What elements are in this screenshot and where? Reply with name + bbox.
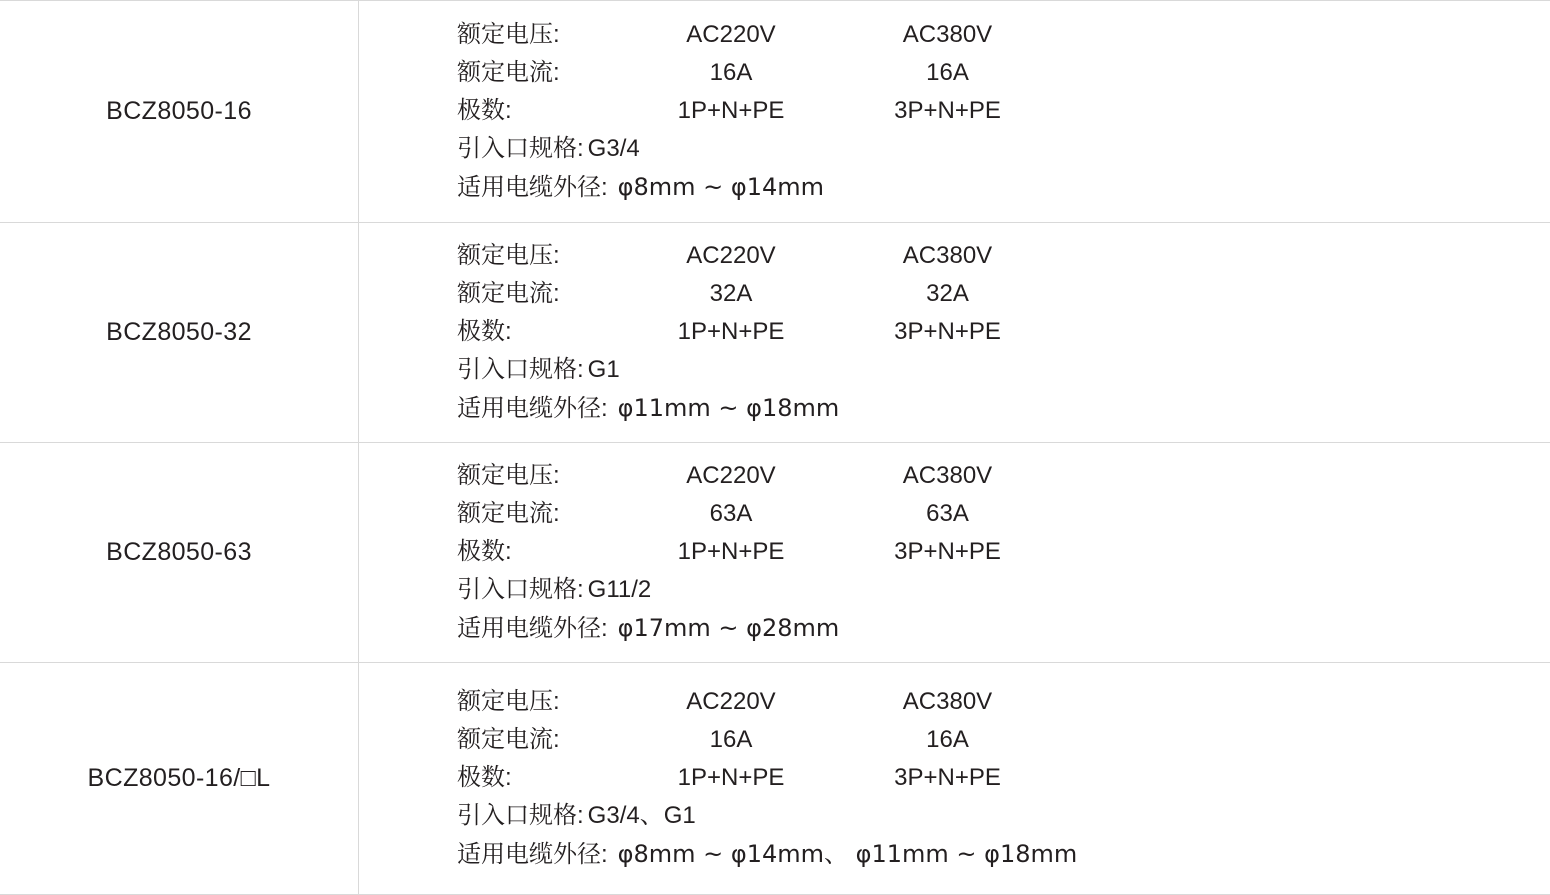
label-rated-voltage: 额定电压: xyxy=(457,16,622,54)
value-rated-current-2: 63A xyxy=(840,495,1055,533)
table-row xyxy=(0,443,1550,663)
spec-line-rated-voltage xyxy=(457,683,1550,721)
value-poles-2: 3P+N+PE xyxy=(840,92,1055,130)
value-cable-diameter: φ8mm ~ φ14mm、 φ11mm ~ φ18mm xyxy=(608,835,1078,873)
value-rated-voltage-2: AC380V xyxy=(840,237,1055,275)
label-cable-diameter: 适用电缆外径: xyxy=(457,610,608,648)
label-rated-voltage: 额定电压: xyxy=(457,237,622,275)
spec-line-cable-diameter xyxy=(457,835,1550,874)
value-cable-diameter: φ8mm ~ φ14mm xyxy=(608,168,824,206)
value-rated-current-1: 32A xyxy=(622,275,840,313)
value-poles-1: 1P+N+PE xyxy=(622,313,840,351)
spec-line-rated-voltage xyxy=(457,16,1550,54)
spec-line-poles xyxy=(457,92,1550,130)
value-rated-current-1: 16A xyxy=(622,54,840,92)
value-inlet-spec: G1 xyxy=(584,351,620,389)
value-poles-2: 3P+N+PE xyxy=(840,533,1055,571)
spec-cell xyxy=(359,663,1550,895)
value-poles-1: 1P+N+PE xyxy=(622,759,840,797)
value-rated-voltage-1: AC220V xyxy=(622,16,840,54)
label-poles: 极数: xyxy=(457,92,622,130)
spec-line-inlet-spec xyxy=(457,130,1550,168)
spec-line-inlet-spec xyxy=(457,351,1550,389)
value-inlet-spec: G11/2 xyxy=(584,571,652,609)
value-rated-current-2: 32A xyxy=(840,275,1055,313)
label-rated-current: 额定电流: xyxy=(457,275,622,313)
value-rated-current-2: 16A xyxy=(840,721,1055,759)
label-rated-voltage: 额定电压: xyxy=(457,457,622,495)
table-row xyxy=(0,663,1550,895)
spec-cell xyxy=(359,223,1550,443)
spec-line-poles xyxy=(457,313,1550,351)
model-name: BCZ8050-16/□L xyxy=(0,663,359,895)
spec-line-poles xyxy=(457,533,1550,571)
value-rated-voltage-2: AC380V xyxy=(840,16,1055,54)
value-rated-current-1: 16A xyxy=(622,721,840,759)
label-poles: 极数: xyxy=(457,313,622,351)
label-rated-current: 额定电流: xyxy=(457,721,622,759)
value-inlet-spec: G3/4 xyxy=(584,130,640,168)
table-row xyxy=(0,223,1550,443)
value-rated-current-1: 63A xyxy=(622,495,840,533)
spec-line-rated-voltage xyxy=(457,237,1550,275)
spec-line-cable-diameter xyxy=(457,168,1550,207)
value-rated-voltage-2: AC380V xyxy=(840,457,1055,495)
model-name: BCZ8050-32 xyxy=(0,223,359,443)
value-poles-1: 1P+N+PE xyxy=(622,533,840,571)
table-row xyxy=(0,1,1550,223)
value-rated-voltage-1: AC220V xyxy=(622,457,840,495)
value-inlet-spec: G3/4、G1 xyxy=(584,797,696,835)
value-rated-voltage-2: AC380V xyxy=(840,683,1055,721)
spec-line-rated-voltage xyxy=(457,457,1550,495)
spec-cell xyxy=(359,1,1550,223)
label-cable-diameter: 适用电缆外径: xyxy=(457,836,608,874)
value-rated-current-2: 16A xyxy=(840,54,1055,92)
value-cable-diameter: φ17mm ~ φ28mm xyxy=(608,609,840,647)
spec-line-rated-current xyxy=(457,721,1550,759)
spec-line-rated-current xyxy=(457,54,1550,92)
value-cable-diameter: φ11mm ~ φ18mm xyxy=(608,389,840,427)
value-poles-1: 1P+N+PE xyxy=(622,92,840,130)
label-poles: 极数: xyxy=(457,759,622,797)
label-cable-diameter: 适用电缆外径: xyxy=(457,390,608,428)
label-inlet-spec: 引入口规格: xyxy=(457,130,584,168)
spec-line-rated-current xyxy=(457,275,1550,313)
model-name: BCZ8050-16 xyxy=(0,1,359,223)
label-inlet-spec: 引入口规格: xyxy=(457,797,584,835)
label-inlet-spec: 引入口规格: xyxy=(457,571,584,609)
label-rated-current: 额定电流: xyxy=(457,54,622,92)
spec-cell xyxy=(359,443,1550,663)
spec-line-cable-diameter xyxy=(457,389,1550,428)
label-rated-current: 额定电流: xyxy=(457,495,622,533)
spec-line-rated-current xyxy=(457,495,1550,533)
value-poles-2: 3P+N+PE xyxy=(840,759,1055,797)
spec-line-inlet-spec xyxy=(457,797,1550,835)
label-cable-diameter: 适用电缆外径: xyxy=(457,169,608,207)
spec-line-cable-diameter xyxy=(457,609,1550,648)
spec-line-poles xyxy=(457,759,1550,797)
model-name: BCZ8050-63 xyxy=(0,443,359,663)
spec-line-inlet-spec xyxy=(457,571,1550,609)
value-poles-2: 3P+N+PE xyxy=(840,313,1055,351)
label-rated-voltage: 额定电压: xyxy=(457,683,622,721)
label-poles: 极数: xyxy=(457,533,622,571)
label-inlet-spec: 引入口规格: xyxy=(457,351,584,389)
value-rated-voltage-1: AC220V xyxy=(622,237,840,275)
value-rated-voltage-1: AC220V xyxy=(622,683,840,721)
